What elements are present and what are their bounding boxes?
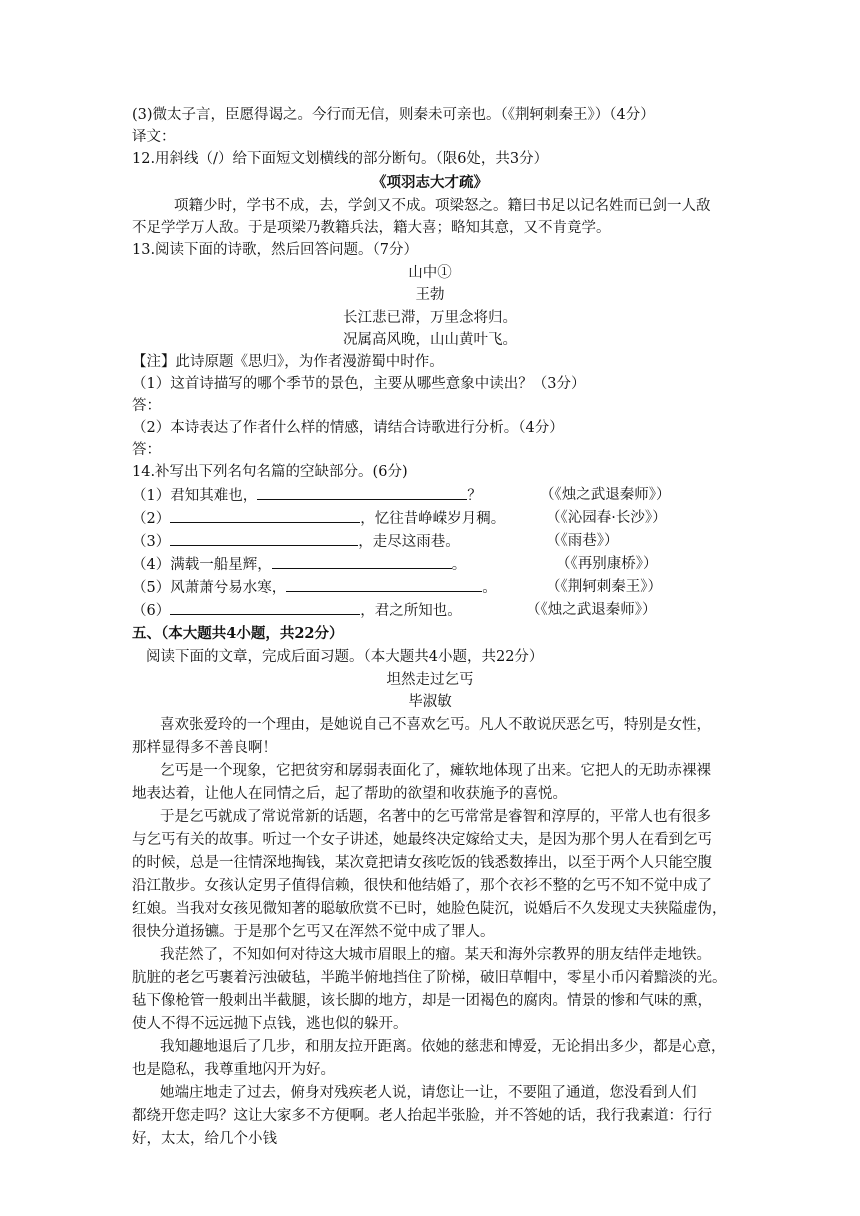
q13-answer2: 答： [132,442,161,458]
article-line: 红娘。当我对女孩见微知著的聪敏欣赏不已时，她脸色陡沉，说婚后不久发现丈夫狭隘虚伪， [132,901,727,917]
q14-source-2: （《沁园春·长沙》） [546,510,667,526]
q14-item-pre: （4）满载一船星辉， [132,557,272,573]
article-line: 乞丐是一个现象，它把贫穷和孱弱表面化了，瘫软地体现了出来。它把人的无助赤裸裸 [160,763,711,779]
q11-answer-label: 译文： [132,129,176,145]
q12-para-line1: 项籍少时，学书不成，去，学剑又不成。项梁怒之。籍曰书足以记名姓而已剑一人敌 [174,198,711,214]
q14-item-post: ，走尽这雨巷。 [358,534,460,550]
article-line: 地表达着，让他人在同情之后，起了帮助的欲望和收获施予的喜悦。 [132,786,567,802]
poem-line-2: 况属高风晚，山山黄叶飞。 [343,332,517,348]
q14-item-pre: （1）君知其难也， [132,488,258,504]
q14-item-3 [132,530,460,553]
q14-source-1: （《烛之武退秦师》） [540,487,671,503]
q14-source-4: （《再别康桥》） [556,556,658,572]
q11-part3: (3)微太子言，臣愿得谒之。今行而无信，则秦未可亲也。（《荆轲刺秦王》）（4分） [132,107,655,123]
section-5-intro: 阅读下面的文章，完成后面习题。（本大题共4小题，共22分） [146,649,544,665]
article-line: 都绕开您走吗？这让大家多不方便啊。老人抬起半张脸，并不答她的话，我行我素道：行行 [132,1108,712,1124]
poem-note: 【注】此诗原题《思归》，为作者漫游蜀中时作。 [132,354,444,370]
article-line: 我茫然了，不知如何对待这大城市眉眼上的瘤。某天和海外宗教界的朋友结伴走地铁。 [160,947,711,963]
article-line: 沿江散步。女孩认定男子值得信赖，很快和他结婚了，那个衣衫不整的乞丐不知不觉中成了 [132,878,712,894]
article-line: 她端庄地走了过去，俯身对残疾老人说，请您让一让，不要阻了通道，您没看到人们 [160,1085,697,1101]
q14-item-post: 。 [451,557,467,573]
q14-item-pre: （5）风萧萧兮易水寒， [132,580,287,596]
article-author: 毕淑敏 [408,694,452,710]
fill-blank[interactable] [170,530,358,546]
article-line: 的时候，总是一往情深地掏钱，某次竟把请女孩吃饭的钱悉数捧出，以至于两个人只能空腹 [132,855,712,871]
article-line: 好，太太，给几个小钱 [132,1131,277,1147]
q14-item-5 [132,576,497,599]
q14-source-3: （《雨巷》） [546,533,619,549]
article-line: 毡下像枪管一般刺出半截腿，该长脚的地方，却是一团褐色的腐肉。情景的惨和气味的熏， [132,993,712,1009]
q12-para-line2: 不足学学万人敌。于是项梁乃教籍兵法，籍大喜；略知其意，又不肯竟学。 [132,220,611,236]
q14-source-5: （《荆轲刺秦王》） [546,579,662,595]
q14-item-post: ，忆往昔峥嵘岁月稠。 [360,511,506,527]
article-line: 很快分道扬镳。于是那个乞丐又在浑然不觉中成了罪人。 [132,924,495,940]
q13-sub1: （1）这首诗描写的哪个季节的景色，主要从哪些意象中读出？（3分） [132,376,586,392]
article-line: 喜欢张爱玲的一个理由，是她说自己不喜欢乞丐。凡人不敢说厌恶乞丐，特别是女性， [160,717,711,733]
q14-prompt: 14.补写出下列名句名篇的空缺部分。(6分) [132,464,408,480]
fill-blank[interactable] [272,553,452,569]
fill-blank[interactable] [286,576,482,592]
q14-item-post: 。 [482,580,497,596]
article-line: 与乞丐有关的故事。听过一个女子讲述，她最终决定嫁给丈夫，是因为那个男人在看到乞丐 [132,832,712,848]
q14-item-pre: （3） [132,534,171,550]
article-line: 于是乞丐就成了常说常新的话题，名著中的乞丐常常是睿智和淳厚的，平常人也有很多 [160,809,711,825]
q14-item-2 [132,507,505,530]
article-line: 那样显得多不善良啊！ [132,740,277,756]
article-line: 肮脏的老乞丐裹着污浊破毡，半跪半俯地挡住了阶梯，破旧草帽中，零星小币闪着黯淡的光。 [132,970,727,986]
q14-item-post: ，君之所知也。 [360,603,462,619]
poem-title: 山中① [408,265,452,281]
q14-item-1 [132,484,482,507]
fill-blank[interactable] [170,507,360,523]
q13-sub2: （2）本诗表达了作者什么样的情感，请结合诗歌进行分析。（4分） [132,420,564,436]
poem-line-1: 长江悲已滞，万里念将归。 [343,310,517,326]
q14-item-pre: （6） [132,603,171,619]
fill-blank[interactable] [257,484,467,500]
article-line: 我知趣地退后了几步，和朋友拉开距离。依她的慈悲和博爱，无论捐出多少，都是心意， [160,1039,726,1055]
q14-item-4 [132,553,466,576]
article-line: 使人不得不远远抛下点钱，逃也似的躲开。 [132,1016,408,1032]
poem-author: 王勃 [415,287,445,303]
section-5-heading: 五、（本大题共4小题，共22分） [132,625,344,642]
q13-prompt: 13.阅读下面的诗歌，然后回答问题。（7分） [132,242,419,258]
q14-item-6 [132,599,462,622]
q14-item-pre: （2） [132,511,171,527]
article-line: 也是隐私，我尊重地闪开为好。 [132,1062,335,1078]
q14-source-6: （《烛之武退秦师》） [526,602,657,618]
q14-item-post: ？ [467,488,482,504]
q13-answer1: 答： [132,398,161,414]
q12-title: 《项羽志大才疏》 [372,174,488,191]
q12-prompt: 12.用斜线（/）给下面短文划横线的部分断句。（限6处，共3分） [132,151,549,167]
article-title: 坦然走过乞丐 [386,672,474,688]
fill-blank[interactable] [170,599,360,615]
